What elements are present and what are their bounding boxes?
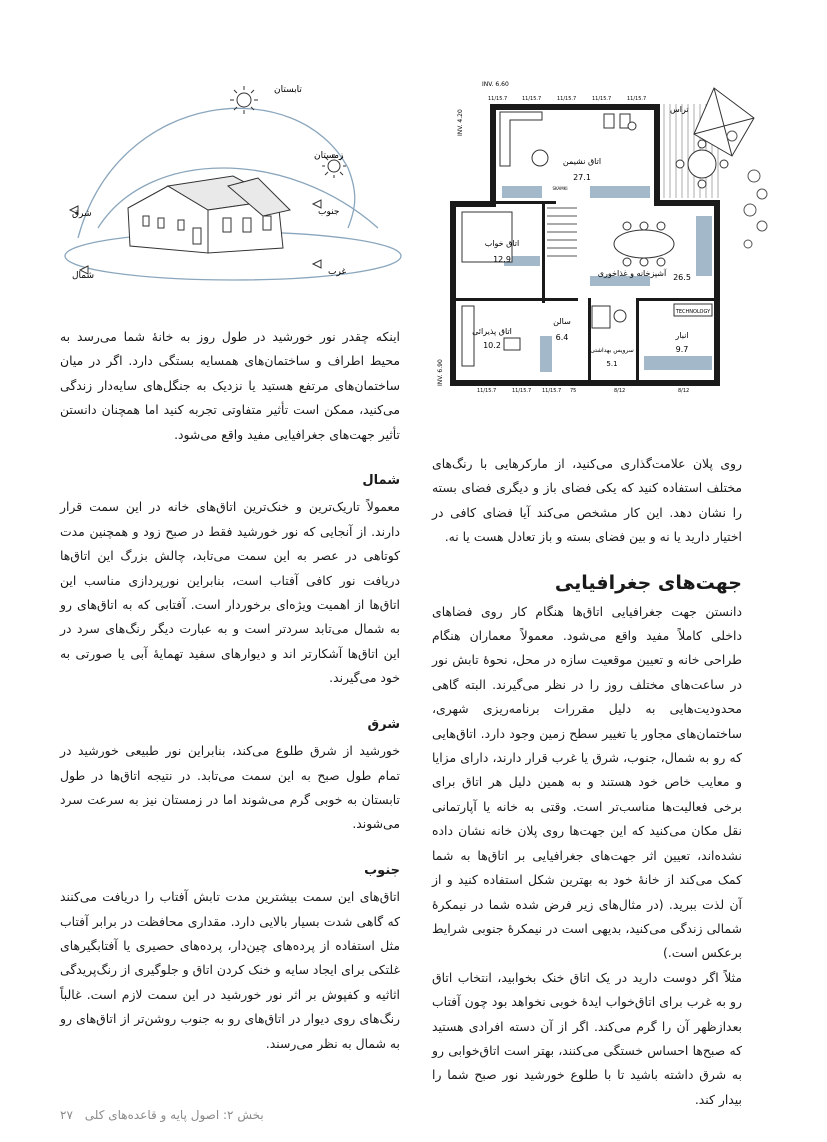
left-intro-paragraph: اینکه چقدر نور خورشید در طول روز به خانهٔ شما می‌رسد به محیط اطراف و ساختمان‌های همسایه بستگی دارد. اگر در میان ساختمان‌های مرتفع هستید یا نزدیک به جنگل‌های سایه‌دار زندگی می‌کنید، ممکن است تأثیر متفاوتی تجربه کنید اما همچنان دانستن تأثیر جهت‌های جغرافیایی مفید واقع می‌شود. [60,329,400,442]
dim-d1: 11/15.7 [488,96,508,102]
label-salon: سالن [553,317,571,326]
house-illustration [128,176,290,253]
east-heading: شرق [367,716,400,732]
label-reception: اتاق پذیرائی [472,327,512,336]
south-heading: جنوب [364,862,400,878]
orientation-paragraph: دانستن جهت جغرافیایی اتاق‌ها هنگام کار روی فضاهای داخلی کاملاً مفید واقع می‌شود. معمولاً معماران هنگام طراحی خانه و تعیین موقعیت سازه در محل، نحوهٔ تابش نور در ساعت‌های مختلف روز را در نظر می‌گیرند. البته گاهی محدودیت‌هایی به دلیل مقررات برنامه‌ریزی شهری، ساختمان‌های مجاور یا تغییر سطح زمین وجود دارد. اتاق‌هایی که رو به شمال، جنوب، شرق یا غرب قرار دارند، دارای مزایا و معایب خاص خود هستند و به همین دلیل هر اتاق برای برخی فعالیت‌ها مناسب‌تر است. وقتی به خانه یا آپارتمانی نقل مکان می‌کنید که این جهت‌ها روی پلان خانه نشان داده نشده‌اند، تعیین اثر جهت‌های جغرافیایی بر اتاق‌ها به شما کمک می‌کند از خانهٔ خود به بهترین شکل استفاده کنید و از آن لذت ببرید. (در مثال‌های زیر فرض شده شما در نیمکرهٔ شمالی زندگی می‌کنید، بدیهی است در نیمکرهٔ جنوبی شرایط برعکس است.) [432,603,742,961]
right-text-column [432,452,742,1112]
label-terrace: تراس [670,105,689,114]
label-north: شمال [72,271,95,281]
dim-d2: 11/15.7 [522,96,542,102]
dim-b6: 8/12 [678,388,690,394]
label-west: غرب [328,267,347,277]
page-footer [60,1108,264,1122]
label-technology: TECHNOLOGY [675,309,711,315]
label-kitchen-area: 26.5 [673,273,691,282]
page-number: ۲۷ [60,1108,73,1122]
dim-d4: 11/15.7 [592,96,612,102]
south-paragraph: اتاق‌های این سمت بیشترین مدت تابش آفتاب را دریافت می‌کنند که گاهی شدت بسیار بالایی دارد. مقداری محافظت در برابر آفتاب مثل استفاده از پرده‌های چین‌دار، پرده‌های حصیری یا آفتابگیرهای غلتکی برای ایجاد سایه و خنک کردن اتاق و جلوگیری از رنگ‌پریدگی اثاثیه و کفپوش بر اثر نور خورشید در این سمت لازم است. غالباً رنگ‌های روی دیوار در اتاق‌های رو به جنوب روشن‌تر از اتاق‌های رو به شمال به نظر می‌رسند. [60,889,400,1051]
dim-d3: 11/15.7 [557,96,577,102]
label-kitchen: آشپزخانه و غذاخوری [597,269,667,278]
label-bathroom-area: 5.1 [606,360,618,368]
label-bedroom: اتاق خواب [484,239,520,248]
label-storage-area: 9.7 [675,345,689,354]
label-living-room: اتاق نشیمن [562,157,602,166]
floor-plan [432,76,782,396]
right-intro-paragraph: روی پلان علامت‌گذاری می‌کنید، از مارکرهایی با رنگ‌های مختلف استفاده کنید که یکی فضای باز و دیگری فضای بسته را نشان دهد. این کار مشخص می‌کند آیا فضای کافی در اختیار دارید یا نه و بین فضای بسته و باز تعادل هست یا نه. [432,456,742,545]
dim-left-top: INV. 4.20 [457,109,464,136]
left-text-column [60,325,400,1056]
label-living-area: 27.1 [573,173,591,182]
label-bathroom: سرویس بهداشتی [590,347,634,354]
label-salon-area: 6.4 [555,333,569,342]
east-paragraph: خورشید از شرق طلوع می‌کند، بنابراین نور طبیعی خورشید در تمام طول صبح به این سمت می‌تابد. در نتیجه اتاق‌ها در طول تابستان به خوبی گرم می‌شوند اما در زمستان نیز به سرعت سرد می‌شوند. [60,743,400,832]
north-paragraph: معمولاً تاریک‌ترین و خنک‌ترین اتاق‌های خانه در این سمت قرار دارند. از آنجایی که نور خورشید فقط در صبح زود و همچنین مدت کوتاهی در عصر به این سمت می‌تابد، چالش بزرگ این اتاق‌ها دریافت نور کافی آفتاب است، بنابراین نورپردازی مناسب این اتاق‌ها از اهمیت ویژه‌ای برخوردار است. آفتابی که به اتاق‌های رو به شمال می‌تابد سردتر است و به عبارت دیگر رنگ‌های سرد در این اتاق‌ها آشکارتر اند و دیوارهای سفید تهمایهٔ آبی یا صورتی به خود می‌گیرند. [60,499,400,686]
bedroom-example-paragraph: مثلاً اگر دوست دارید در یک اتاق خنک بخوابید، انتخاب اتاق رو به غرب برای اتاق‌خواب ایدهٔ خوبی نخواهد بود چون آفتاب بعدازظهر آن را گرم می‌کند. اگر از آن دسته افرادی هستید که صبح‌ها احساس خستگی می‌کنند، بهتر است اتاق‌خوابی رو به شرق داشته باشید تا با طلوع خورشید نور صبح شما را بیدار کند. [432,969,742,1107]
dim-b2: 11/15.7 [512,388,532,394]
dim-b1: 11/15.7 [477,388,497,394]
label-reception-area: 10.2 [483,341,501,350]
dim-b5: 8/12 [614,388,626,394]
label-storage: انبار [675,331,689,340]
dim-d5: 11/15.7 [627,96,647,102]
label-skamki: SKAMKI [552,186,568,191]
sun-path-diagram [58,78,408,298]
label-bedroom-area: 12.9 [493,255,511,264]
dim-b3: 11/15.7 [542,388,562,394]
label-winter: زمستان [314,151,344,161]
footer-section-title: بخش ۲: اصول پایه و قاعده‌های کلی [84,1108,264,1122]
dim-left-bottom: INV. 6.90 [437,359,444,386]
dim-top: INV. 6.60 [482,81,509,88]
north-heading: شمال [362,473,400,489]
section-heading: جهت‌های جغرافیایی [554,571,742,594]
label-east: شرق [72,209,92,219]
label-summer: تابستان [274,85,302,95]
dim-b7: 75 [570,388,577,394]
label-south: جنوب [318,207,340,217]
sun-icon [230,86,258,114]
